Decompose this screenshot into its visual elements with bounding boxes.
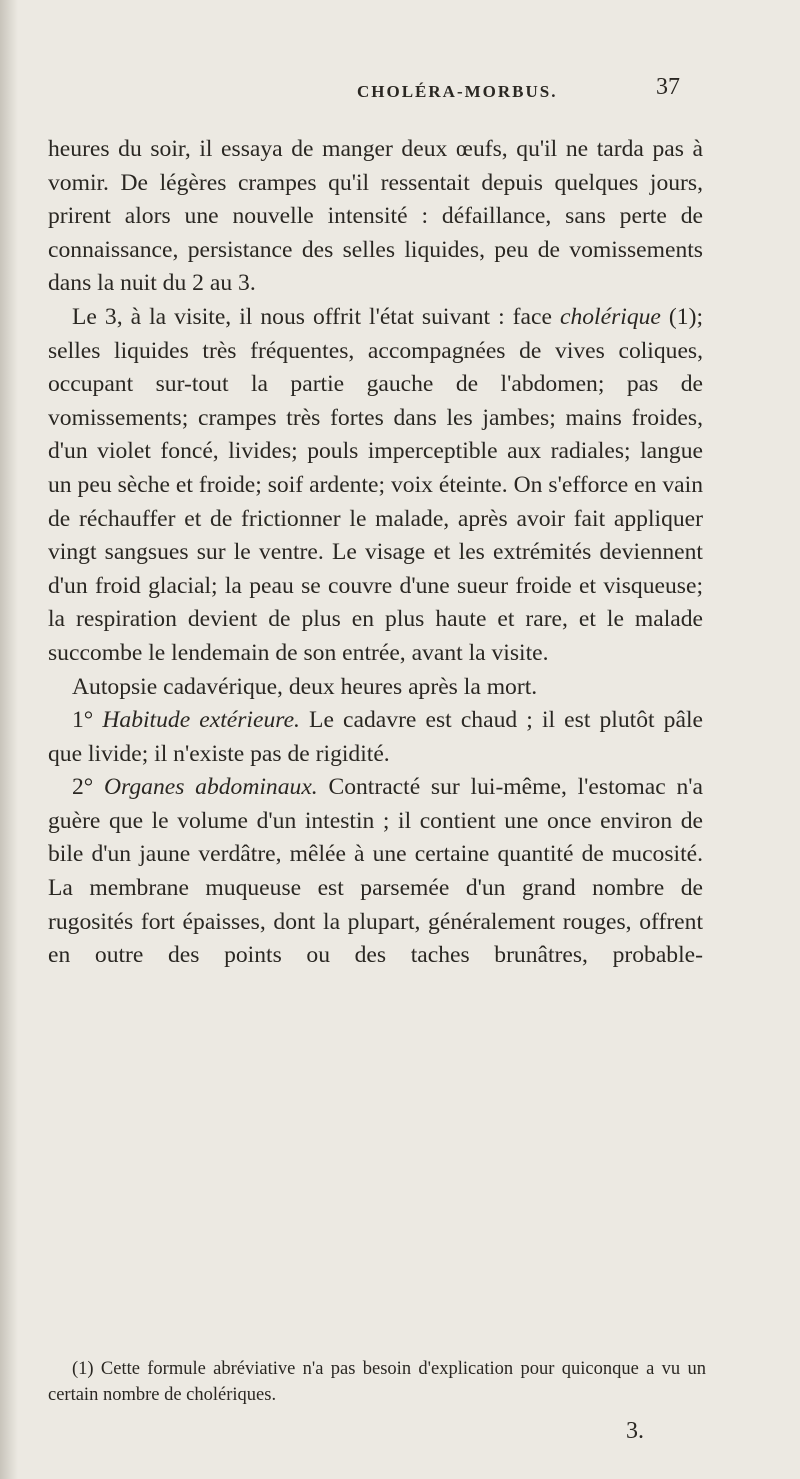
paragraph [48, 771, 703, 973]
italic-heading: Organes abdominaux. [104, 774, 318, 801]
paragraph [48, 704, 703, 771]
italic-term: cholérique [559, 303, 661, 330]
footnote-paragraph [48, 1356, 706, 1408]
signature-mark: 3. [626, 1418, 644, 1444]
list-number: 2° [72, 774, 104, 801]
list-number: 1° [72, 707, 103, 734]
footnote-marker: (1) [72, 1359, 94, 1379]
paragraph-text: ; selles liquides très fréquentes, accompagnées de vives coliques, occupant sur-tout la partie gauche de l'abdomen; pas de vomissements; crampes très fortes dans les jambes; mains froides, d'un violet foncé, livides; pouls imperceptible aux radiales; langue un peu sèche et froide; soif ardente; voix éteinte. On s'efforce en vain de réchauffer et de frictionner le malade, après avoir fait appliquer vingt sangsues sur le ventre. Le visage et les extrémités deviennent d'un froid glacial; la peau se couvre d'une sueur froide et visqueuse; la respiration devient de plus en plus haute et rare, et le malade succombe le lendemain de son entrée, avant la visite. [48, 303, 703, 666]
italic-heading: Habitude extérieure. [102, 707, 300, 734]
binding-shadow [0, 0, 18, 1479]
paragraph-text: heures du soir, il essaya de manger deux œufs, qu'il ne tarda pas à vomir. De légères crampes qu'il ressentait depuis quelques jours, prirent alors une nouvelle intensité : défaillance, sans perte de connaissance, persistance des selles liquides, peu de vomissements dans la nuit du 2 au 3. [48, 136, 703, 297]
footnote-text: Cette formule abréviative n'a pas besoin d'explication pour quiconque a vu un certain nombre de cholériques. [48, 1359, 706, 1405]
running-title: CHOLÉRA-MORBUS. [357, 82, 558, 101]
paragraph-text: Contracté sur lui-même, l'estomac n'a guère que le volume d'un intestin ; il contient une once environ de bile d'un jaune verdâtre, mêlée à une certaine quantité de mucosité. La membrane muqueuse est parsemée d'un grand nombre de rugosités fort épaisses, dont la plupart, généralement rouges, offrent en outre des points ou des taches brunâtres, probable- [48, 774, 703, 969]
paragraph [48, 133, 703, 301]
paragraph [48, 671, 703, 705]
footnote [48, 1356, 706, 1408]
footnote-reference: (1) [660, 303, 697, 330]
paragraph [48, 301, 703, 671]
paragraph-text: Le 3, à la visite, il nous offrit l'état suivant : face [72, 303, 560, 330]
page-number: 37 [656, 74, 680, 100]
body-text [48, 133, 703, 973]
paragraph-text: Autopsie cadavérique, deux heures après la mort. [72, 673, 538, 700]
paragraph-text: Le cadavre est chaud ; il est plutôt pâle que livide; il n'existe pas de rigidité. [48, 707, 703, 767]
